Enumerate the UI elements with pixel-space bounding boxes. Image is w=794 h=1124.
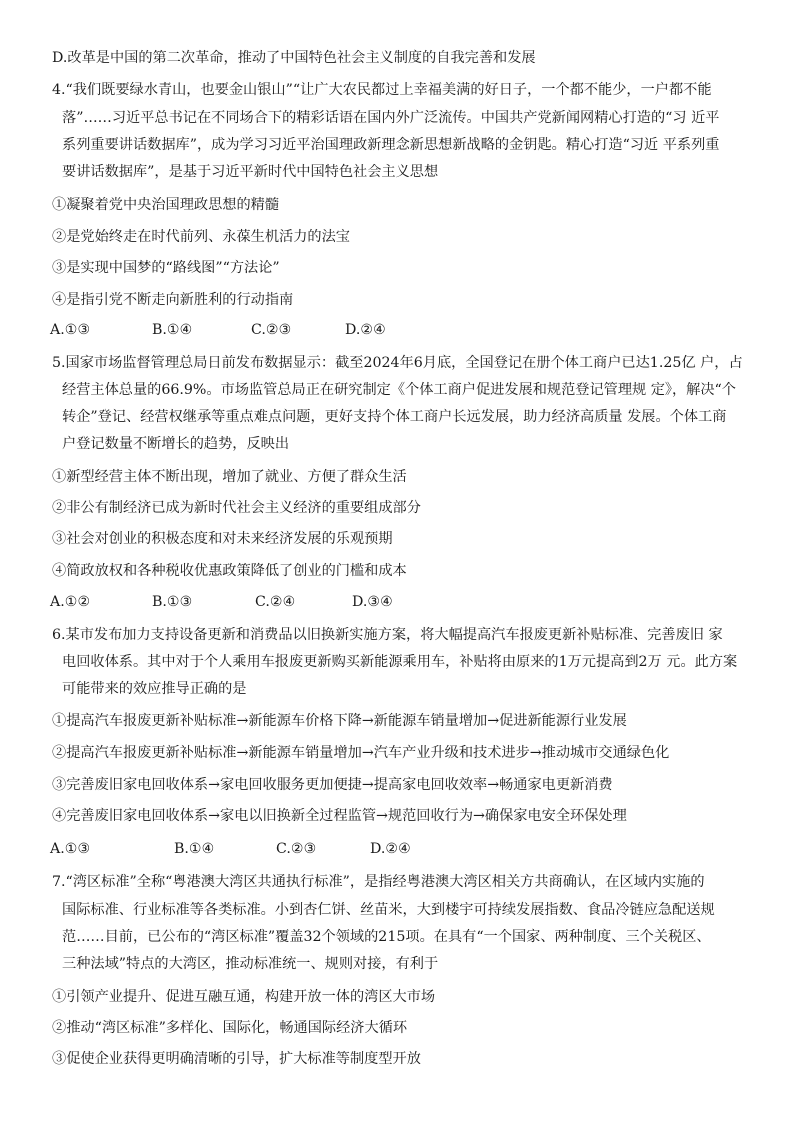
q7-stem-line-1: 7.“湾区标准”全称“粤港澳大湾区共通执行标准”，是指经粤港澳大湾区相关方共商确认，在区域内实施的: [52, 874, 705, 890]
q6-option-d: D.②④: [370, 841, 411, 857]
q5-option-a: A.①②: [50, 594, 91, 610]
q4-stem-line-1: 4.“我们既要绿水青山，也要金山银山”“让广大农民都过上幸福美满的好日子，一个都不能少，一户都不能: [52, 82, 712, 98]
q5-statement-1: ①新型经营主体不断出现，增加了就业、方便了群众生活: [52, 469, 407, 485]
q6-statement-1: ①提高汽车报废更新补贴标准→新能源车价格下降→新能源车销量增加→促进新能源行业发展: [52, 713, 627, 729]
q6-statement-3: ③完善废旧家电回收体系→家电回收服务更加便捷→提高家电回收效率→畅通家电更新消费: [52, 777, 613, 793]
q6-statement-4: ④完善废旧家电回收体系→家电以旧换新全过程监管→规范回收行为→确保家电安全环保处理: [52, 808, 627, 824]
q6-stem-line-1: 6.某市发布加力支持设备更新和消费品以旧换新实施方案，将大幅提高汽车报废更新补贴标准、完善废旧 家: [52, 627, 723, 643]
q5-option-c: C.②④: [255, 594, 296, 610]
q6-option-b: B.①④: [174, 841, 215, 857]
q5-statement-2: ②非公有制经济已成为新时代社会主义经济的重要组成部分: [52, 500, 421, 516]
q4-option-d: D.②④: [345, 322, 386, 338]
q4-option-b: B.①④: [152, 322, 193, 338]
q7-statement-1: ①引领产业提升、促进互融互通，构建开放一体的湾区大市场: [52, 989, 436, 1005]
q5-option-d: D.③④: [352, 594, 393, 610]
q5-statement-3: ③社会对创业的积极态度和对未来经济发展的乐观预期: [52, 531, 393, 547]
q7-stem-line-4: 三种法域”特点的大湾区，推动标准统一、规则对接，有利于: [62, 956, 439, 972]
q6-stem-line-2: 电回收体系。其中对于个人乘用车报废更新购买新能源乘用车，补贴将由原来的1万元提高到2万 元。此方案: [62, 654, 738, 670]
q3-option-d: D.改革是中国的第二次革命，推动了中国特色社会主义制度的自我完善和发展: [52, 50, 536, 66]
q7-stem-line-2: 国际标准、行业标准等各类标准。小到杏仁饼、丝苗米，大到楼宇可持续发展指数、食品冷链应急配送规: [62, 902, 715, 918]
q4-statement-4: ④是指引党不断走向新胜利的行动指南: [52, 292, 294, 308]
q6-option-a: A.①③: [50, 841, 91, 857]
q5-stem-line-2: 经营主体总量的66.9%。市场监管总局正在研究制定《个体工商户促进发展和规范登记管理规 定》，解决“个: [62, 382, 736, 398]
q7-statement-2: ②推动“湾区标准”多样化、国际化，畅通国际经济大循环: [52, 1020, 408, 1036]
q4-statement-1: ①凝聚着党中央治国理政思想的精髓: [52, 197, 280, 213]
q5-option-b: B.①③: [152, 594, 193, 610]
q5-stem-line-3: 转企”登记、经营权继承等重点难点问题，更好支持个体工商户长远发展，助力经济高质量 发展。个体工商: [62, 409, 727, 425]
q4-statement-2: ②是党始终走在时代前列、永葆生机活力的法宝: [52, 229, 350, 245]
q6-statement-2: ②提高汽车报废更新补贴标准→新能源车销量增加→汽车产业升级和技术进步→推动城市交通绿色化: [52, 745, 670, 761]
q4-stem-line-4: 要讲话数据库”，是基于习近平新时代中国特色社会主义思想: [62, 164, 439, 180]
q4-option-c: C.②③: [251, 322, 292, 338]
q5-stem-line-4: 户登记数量不断增长的趋势，反映出: [62, 436, 290, 452]
q7-stem-line-3: 范……目前，已公布的“湾区标准”覆盖32个领域的215项。在具有“一个国家、两种制度、三个关税区、: [62, 929, 711, 945]
q6-option-c: C.②③: [276, 841, 317, 857]
q5-stem-line-1: 5.国家市场监督管理总局日前发布数据显示：截至2024年6月底，全国登记在册个体工商户已达1.25亿 户，占: [52, 355, 743, 371]
q7-statement-3: ③促使企业获得更明确清晰的引导，扩大标准等制度型开放: [52, 1051, 421, 1067]
q4-option-a: A.①③: [50, 322, 91, 338]
q6-stem-line-3: 可能带来的效应推导正确的是: [62, 681, 247, 697]
q5-statement-4: ④简政放权和各种税收优惠政策降低了创业的门槛和成本: [52, 563, 407, 579]
q4-statement-3: ③是实现中国梦的“路线图”“方法论”: [52, 260, 280, 276]
q4-stem-line-2: 落”……习近平总书记在不同场合下的精彩话语在国内外广泛流传。中国共产党新闻网精心打造的“习 近平: [62, 110, 720, 126]
q4-stem-line-3: 系列重要讲话数据库”，成为学习习近平治国理政新理念新思想新战略的金钥匙。精心打造“习近 平系列重: [62, 137, 720, 153]
